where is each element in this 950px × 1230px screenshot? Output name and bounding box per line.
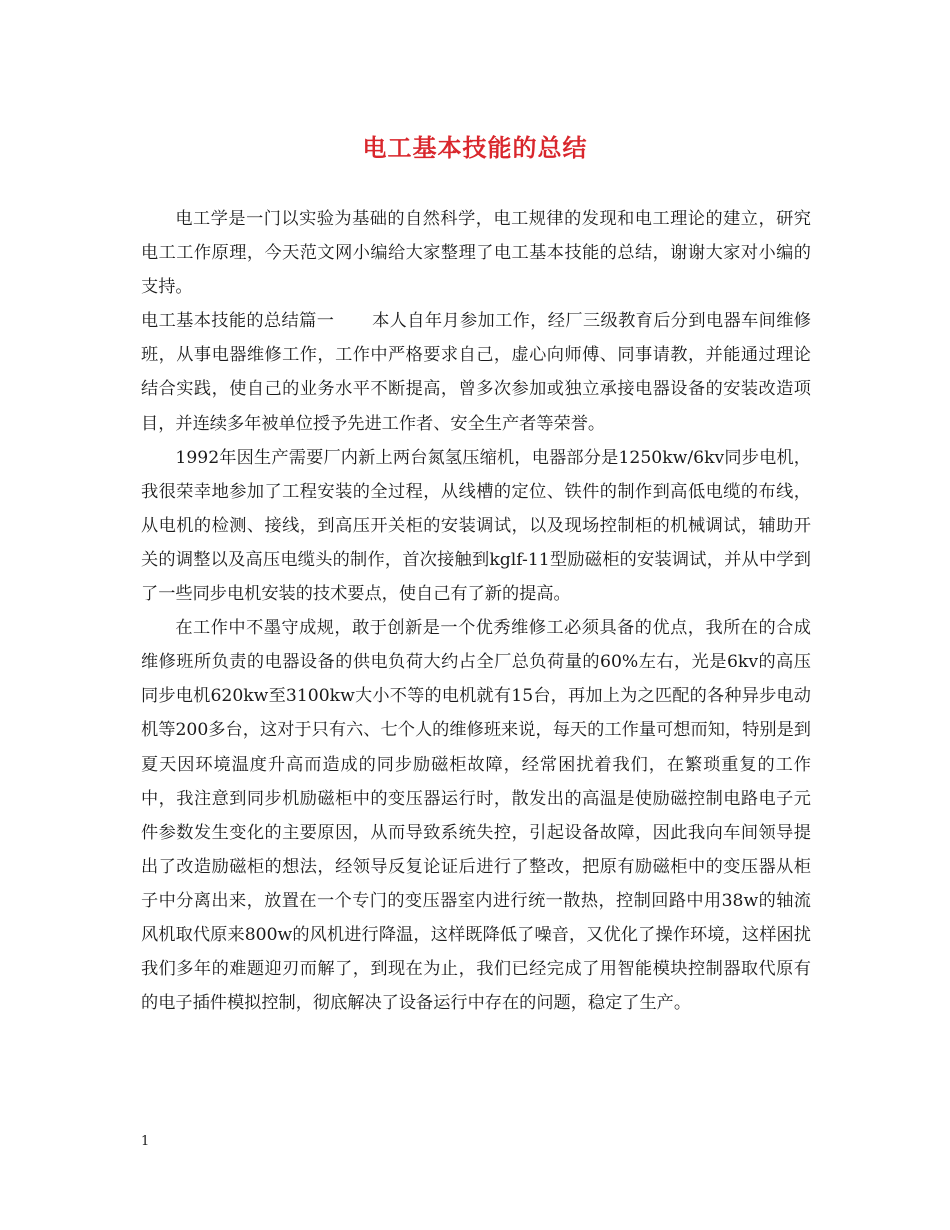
- document-body: [141, 202, 811, 1020]
- innovation-paragraph: 在工作中不墨守成规，敢于创新是一个优秀维修工必须具备的优点，我所在的合成维修班所负责的电器设备的供电负荷大约占全厂总负荷量的60%左右，光是6kv的高压同步电机620kw至3100kw大小不等的电机就有15台，再加上为之匹配的各种异步电动机等200多台，这对于只有六、七个人的维修班来说，每天的工作量可想而知，特别是到夏天因环境温度升高而造成的同步励磁柜故障，经常困扰着我们，在繁琐重复的工作中，我注意到同步机励磁柜中的变压器运行时，散发出的高温是使励磁控制电路电子元件参数发生变化的主要原因，从而导致系统失控，引起设备故障，因此我向车间领导提出了改造励磁柜的想法，经领导反复论证后进行了整改，把原有励磁柜中的变压器从柜子中分离出来，放置在一个专门的变压器室内进行统一散热，控制回路中用38w的轴流风机取代原来800w的风机进行降温，这样既降低了噪音，又优化了操作环境，这样困扰我们多年的难题迎刃而解了，到现在为止，我们已经完成了用智能模块控制器取代原有的电子插件模拟控制，彻底解决了设备运行中存在的问题，稳定了生产。: [141, 618, 811, 1014]
- page-number: 1: [141, 1134, 150, 1149]
- document-title: 电工基本技能的总结: [362, 134, 588, 162]
- section-one-paragraph: [141, 304, 811, 440]
- section-label: 电工基本技能的总结篇一: [141, 311, 335, 332]
- intro-paragraph: 电工学是一门以实验为基础的自然科学，电工规律的发现和电工理论的建立，研究电工工作原理，今天范文网小编给大家整理了电工基本技能的总结，谢谢大家对小编的支持。: [141, 209, 811, 298]
- project-paragraph: 1992年因生产需要厂内新上两台氮氢压缩机，电器部分是1250kw/6kv同步电机，我很荣幸地参加了工程安装的全过程，从线槽的定位、铁件的制作到高低电缆的布线，从电机的检测、接线，到高压开关柜的安装调试，以及现场控制柜的机械调试，辅助开关的调整以及高压电缆头的制作，首次接触到kglf-11型励磁柜的安装调试，并从中学到了一些同步电机安装的技术要点，使自己有了新的提高。: [141, 447, 811, 605]
- section-one-text: 本人自年月参加工作，经厂三级教育后分到电器车间维修班，从事电器维修工作，工作中严格要求自己，虚心向师傅、同事请教，并能通过理论结合实践，使自己的业务水平不断提高，曾多次参加或独立承接电器设备的安装改造项目，并连续多年被单位授予先进工作者、安全生产者等荣誉。: [141, 311, 811, 434]
